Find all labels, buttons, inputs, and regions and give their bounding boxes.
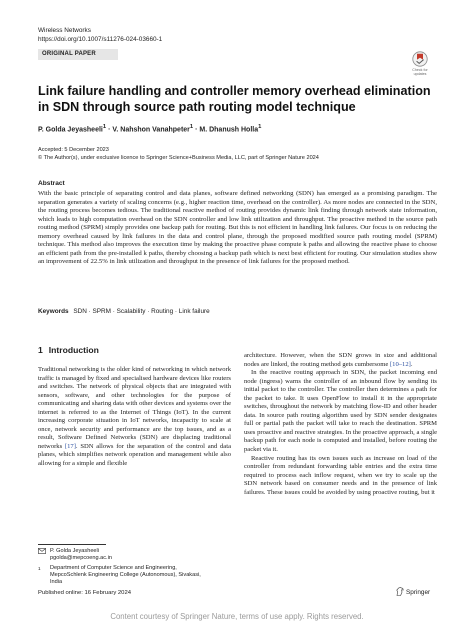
license-note: © The Author(s), under exclusive licence to Springer Science+Business Media, LLC, part of Springer Nature 2024 [38,154,319,161]
affiliation-footnote [38,565,201,586]
section-heading-introduction [38,345,99,355]
author-affiliation: 1 [189,124,194,130]
badge-line2: updates [413,72,427,77]
journal-name: Wireless Networks [38,27,91,34]
keywords-label: Keywords [38,308,69,315]
check-for-updates-badge[interactable] [403,51,437,76]
citation-link[interactable]: [10–12] [389,360,411,368]
paragraph-text: architecture. However, when the SDN grows in size and additional nodes are linked, the routing method gets cumbersome [244,352,437,368]
paragraph-text: . [410,360,413,368]
author-separator: · [108,126,113,134]
affiliation-number: 1 [38,566,41,571]
body-column-left [38,366,231,469]
envelope-icon [38,548,46,557]
affiliation-line: MepcoSchlenk Engineering College (Autonomous), Sivakasi, [50,572,201,578]
article-type-banner: ORIGINAL PAPER [38,49,118,60]
paragraph: In the reactive routing approach in SDN, the packet incoming end node (ingress) warns the controller of an inbound flow by sending its initial packet to the controller. The controller then determines a path for the packet to take. It uses OpenFlow to install it in the appropriate switches, throughout the network by matching flow-ID and other header data. In source path routing algorithm used by SDN sender designates full or partial path the packet will take to reach the destination. SPRM uses proactive and reactive strategies. In the proactive approach, a single backup path for each node is computed and installed, before routing the packet via it. [244,369,437,454]
springer-horse-icon [396,587,404,596]
courtesy-watermark: Content courtesy of Springer Nature, terms of use apply. Rights reserved. [110,612,364,621]
dates-block [38,147,319,162]
author-name[interactable]: V. Nahshon Vanahpeter [112,126,190,134]
corresponding-author-footnote [38,548,112,562]
author-name[interactable]: M. Dhanush Holla [199,126,259,134]
author-separator: · [195,126,200,134]
paragraph [244,352,437,369]
footnote-rule [38,544,106,545]
paper-title: Link failure handling and controller memory overhead elimination in SDN through source path routing model technique [38,84,431,114]
body-column-right [244,352,437,497]
paragraph: Reactive routing has its own issues such as increase on load of the controller from redundant forwarding table entries and the extra time required to process each inflow request, when we try to scale up the SDN network based on consumer needs and in the presence of link failures. These issues could be avoided by using proactive routing, but it [244,454,437,496]
doi-link[interactable]: https://doi.org/10.1007/s11276-024-03660-1 [38,35,163,43]
keywords-line [38,308,210,316]
publisher-name: Springer [406,589,431,596]
author-affiliation: 1 [102,124,107,130]
keywords-list: SDN · SPRM · Scalability · Routing · Link failure [73,308,210,315]
accepted-date: Accepted: 5 December 2023 [38,147,109,153]
citation-link[interactable]: [17] [64,442,76,450]
paragraph-text: Traditional networking is the older kind of networking in which network traffic is managed by fixed and specialised hardware devices like routers and switches. The network of physical objects that are integrated with sensors, software, and other technologies for the purpose of communicating and sharing data with other devices and systems over the internet is referred to as the Internet of Things (IoT). In the current increasing corporate situation in IoT networks, incapacity to scale at once, network security and performance are the top issues, and as a result, Software Defined Networks (SDN) are displacing traditional networks [38,366,231,450]
journal-header [38,27,162,44]
affiliation-line: India [50,579,63,585]
paragraph [38,366,231,469]
check-for-updates-icon [412,51,428,67]
corresponding-email-link[interactable]: pgolda@mepcoeng.ac.in [50,555,112,561]
published-online-date: Published online: 16 February 2024 [38,590,132,596]
section-number: 1 [38,345,43,355]
author-name[interactable]: P. Golda Jeyasheeli [38,126,103,134]
section-title: Introduction [48,345,99,355]
author-affiliation: 1 [258,124,262,130]
abstract-text: With the basic principle of separating control and data planes, software defined networking (SDN) has emerged as a promising paradigm. The separation generates a variety of scaling concerns (e.g., higher reaction time, overhead on the controller). As more nodes are connected in the SDN, the routing process becomes tedious. The traditional reactive method of routing provides dynamic link finding through network state information, which leads to high computation overhead on the SDN controller and low link utilization and throughput. The proactive method in the source path routing method (SPRM) simply provides one backup path for routing. But this is not efficient in handling link failures. Our focus is on reducing the memory overhead caused by link failures in the data and control plane, through the proposed modified source path routing model (SPRM) technique. This method also improves the execution time by making the proactive phase compute k paths and allowing the reactive phase to choose an efficient path from the pre-installed k paths, thereby choosing a backup path which is next best efficient for routing. Our simulation studies show an improvement of 22.5% in link utilization and throughput in the presence of link failures for the proposed method. [38,190,437,266]
affiliation-line: Department of Computer Science and Engineering, [50,565,177,571]
author-list [38,123,261,134]
paragraph-text: . SDN allows for the separation of the control and data planes, which simplifies network operation and management while also allowing for a simple and flexible [38,442,231,468]
badge-line1: Check for [412,68,428,72]
corresponding-author-name: P. Golda Jeyasheeli [50,548,100,554]
publisher-logo [396,587,430,597]
abstract-heading: Abstract [38,180,65,187]
